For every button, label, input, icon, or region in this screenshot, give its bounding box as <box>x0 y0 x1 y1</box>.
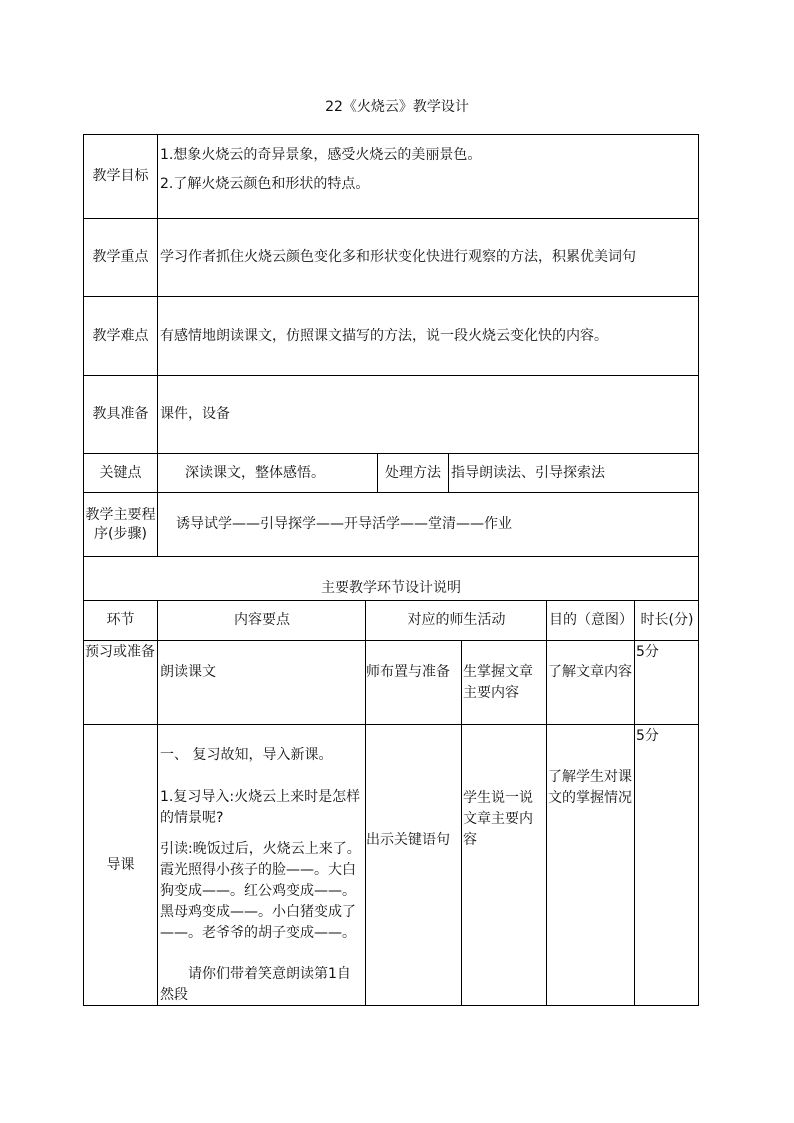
row2-content-1: 一、 复习故知，导入新课。 <box>160 747 333 763</box>
header-activity: 对应的师生活动 <box>407 611 506 628</box>
row2-student: 学生说一说文章主要内容 <box>463 790 533 848</box>
header-purpose: 目的（意图） <box>549 611 633 628</box>
keypoint-text: 深读课文，整体感悟。 <box>185 464 325 481</box>
row1-time: 5分 <box>636 644 659 660</box>
method-label: 处理方法 <box>385 464 441 481</box>
goal-item-2: 2.了解火烧云颜色和形状的特点。 <box>160 176 370 192</box>
procedure-label: 教学主要程序(步骤) <box>85 506 156 542</box>
row2-content-2: 1.复习导入:火烧云上来时是怎样的情景呢? <box>160 789 361 826</box>
method-text: 指导朗读法、引导探索法 <box>451 464 605 481</box>
difficulty-label: 教学难点 <box>92 327 149 344</box>
row2-teacher: 出示关键语句 <box>366 832 450 848</box>
key-text: 学习作者抓住火烧云颜色变化多和形状变化快进行观察的方法，积累优美词句 <box>160 249 636 265</box>
header-time: 时长(分) <box>640 611 694 628</box>
row2-time: 5分 <box>636 728 659 744</box>
header-content: 内容要点 <box>234 611 290 628</box>
difficulty-text: 有感情地朗读课文，仿照课文描写的方法，说一段火烧云变化快的内容。 <box>160 327 608 344</box>
goal-item-1: 1.想象火烧云的奇异景象，感受火烧云的美丽景色。 <box>160 147 482 163</box>
procedure-text: 诱导试学——引导探学——开导活学——堂清——作业 <box>176 516 512 532</box>
row1-purpose: 了解文章内容 <box>548 664 632 680</box>
section-title: 主要教学环节设计说明 <box>321 579 461 596</box>
row1-content: 朗读课文 <box>160 663 216 680</box>
row1-stage: 预习或准备 <box>85 644 155 660</box>
row1-teacher: 师布置与准备 <box>366 664 450 680</box>
lesson-plan-table <box>83 134 699 1006</box>
key-label: 教学重点 <box>92 249 149 265</box>
page-title: 22《火烧云》教学设计 <box>325 99 469 115</box>
row2-content-3: 引读:晚饭过后，火烧云上来了。霞光照得小孩子的脸——。大白狗变成——。红公鸡变成——。黑母鸡变成——。小白猪变成了——。老爷爷的胡子变成——。 <box>160 841 361 941</box>
tools-label: 教具准备 <box>92 406 149 422</box>
row2-purpose: 了解学生对课文的掌握情况 <box>548 769 632 806</box>
tools-text: 课件，设备 <box>160 406 230 422</box>
row2-stage: 导课 <box>106 856 135 873</box>
keypoint-label: 关键点 <box>99 464 142 481</box>
goal-label: 教学目标 <box>92 168 149 184</box>
row2-content-4: 请你们带着笑意朗读第1自然段 <box>160 966 351 1003</box>
header-stage: 环节 <box>106 611 135 628</box>
row1-student: 生掌握文章主要内容 <box>463 664 533 701</box>
